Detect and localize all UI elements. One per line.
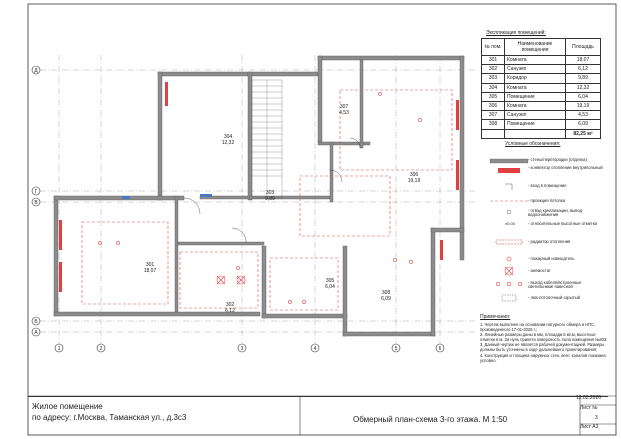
object-address	[32, 401, 186, 423]
room-number: 308	[381, 290, 391, 296]
room-area: 6,12	[225, 308, 235, 314]
legend-item: - проекция потолка	[528, 198, 566, 203]
axis-letter: Г	[34, 189, 38, 195]
legend-item: - конвектор отопления внутрипольный	[528, 165, 603, 170]
legend-title: Условные обозначения:	[505, 141, 561, 147]
total-area: 82,25 м²	[566, 129, 601, 138]
axis-number: 2	[99, 346, 103, 352]
axis-number: 5	[394, 346, 398, 352]
title-block	[28, 396, 608, 435]
room-number: 302	[225, 302, 235, 308]
legend-item: - радиатор отопления	[528, 239, 571, 244]
table-row: 304 Комната 12,32	[482, 83, 601, 92]
room-area: 18,07	[143, 268, 157, 274]
note-item: 4. Конструкция и толщина наружных стен, вент. каналов показана условно.	[480, 352, 606, 363]
room-number: 301	[145, 262, 155, 268]
table-row: 305 Помещение 6,04	[482, 92, 601, 101]
legend-item: - стены/перегородки (отделка)	[528, 157, 587, 162]
room-area: 4,53	[339, 110, 349, 116]
axis-letter: В	[34, 200, 38, 206]
drawing-date: 12.02.2026	[576, 395, 602, 401]
axis-number: 4	[313, 346, 317, 352]
note-item: 1. Чертеж выполнен на основании натурного обмера и НПС, произведенного 17-01-2026 г.;	[480, 322, 596, 333]
note-item: 2. Линейные размеры даны в мм, площади в кв.м, высотные отметки в м. За нуль принята поверхность пола помещения №303;	[480, 332, 608, 343]
table-row: 302 Санузел 6,12	[482, 65, 601, 74]
room-area: 9,89	[265, 196, 275, 202]
column-header: № пом.	[482, 39, 505, 56]
sheet-title: Обмерный план-схема 3-го этажа. М 1:50	[353, 415, 508, 424]
room-number: 304	[223, 134, 233, 140]
table-total-row	[482, 129, 601, 138]
table-row: 308 Помещение 6,09	[482, 120, 601, 129]
sheet-format: Лист А3	[580, 424, 599, 430]
svg-text:±0.00: ±0.00	[505, 221, 515, 226]
axis-letter: Д	[34, 68, 38, 74]
explication-table	[481, 38, 601, 139]
sheet-label: Лист №	[580, 405, 598, 411]
room-number: 303	[265, 190, 275, 196]
room-number: 307	[339, 104, 349, 110]
note-item: 3. Данный чертеж не является рабочей документацией. Размеры должны быть уточнены в ходе дальнейшего проектирования;	[480, 342, 605, 353]
column-header: Наименование помещения	[505, 39, 566, 56]
axis-number: 6	[438, 346, 442, 352]
axis-number: 3	[240, 346, 244, 352]
legend-item: - выход кабеля/встроенные светильники/ навесной	[528, 280, 582, 290]
sheet-number: 3	[595, 415, 598, 421]
room-number: 306	[409, 172, 419, 178]
explication-title: Экспликация помещений:	[486, 30, 546, 36]
axis-letter: Б	[34, 319, 38, 325]
axis-letter: А	[34, 330, 38, 336]
room-area: 19,19	[407, 178, 421, 184]
legend-item: - отвод канализации, вывод водоснабжения	[528, 208, 583, 218]
legend-item: - пожарный извещатель	[528, 256, 575, 261]
table-row: 307 Санузел 4,53	[482, 111, 601, 120]
room-area: 6,09	[381, 296, 391, 302]
notes-list	[480, 322, 608, 363]
legend-item: - люк потолочный скрытый	[528, 295, 581, 300]
room-area: 6,04	[325, 284, 335, 290]
table-row: 303 Коридор 9,89	[482, 74, 601, 83]
room-area: 12,32	[221, 140, 235, 146]
table-row: 301 Комната 18,07	[482, 56, 601, 65]
legend-item: - относительные высотные отметки	[528, 221, 597, 226]
object-name: Жилое помещение	[32, 402, 103, 411]
radiators	[59, 82, 459, 292]
column-header: Площадь	[566, 39, 601, 56]
table-row: 306 Комната 19,19	[482, 101, 601, 110]
axis-number: 1	[57, 346, 61, 352]
legend-item: - вход в помещение	[528, 183, 567, 188]
legend-symbols	[490, 159, 528, 301]
legend-item: - анемостат	[528, 268, 551, 273]
address: по адресу: г.Москва, Таманская ул., д.3с3	[32, 413, 187, 422]
room-number: 305	[325, 278, 335, 284]
staircase	[252, 80, 282, 198]
notes-title: Примечания:	[480, 314, 511, 320]
